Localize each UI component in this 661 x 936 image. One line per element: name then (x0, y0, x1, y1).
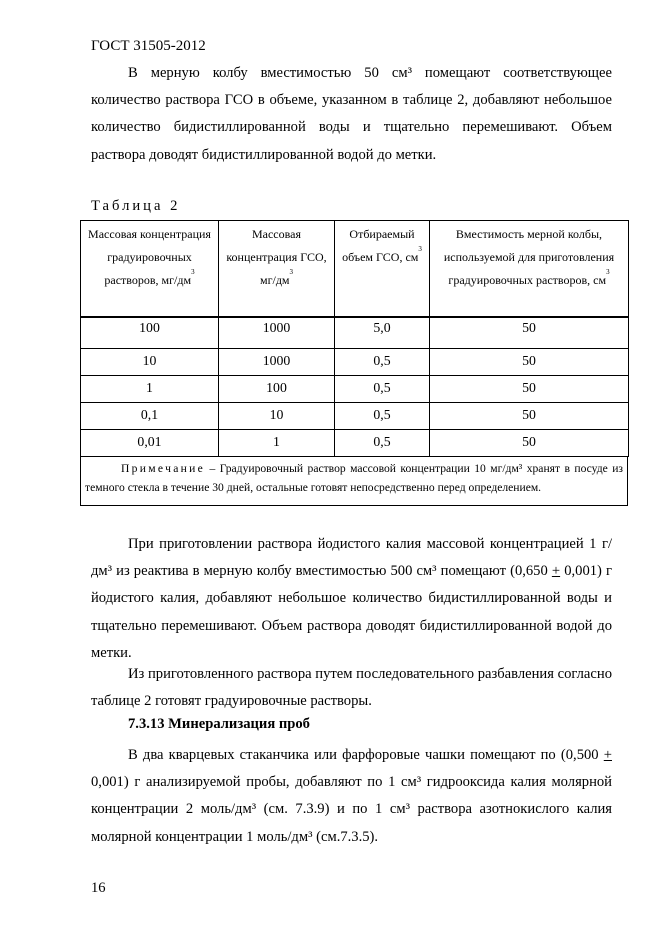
document-header: ГОСТ 31505-2012 (91, 38, 206, 54)
table-row (81, 430, 629, 457)
table-cell: 0,5 (335, 376, 430, 403)
table-label: Таблица 2 (91, 198, 181, 214)
table-header-row (81, 221, 629, 318)
paragraph-mineralization: В два кварцевых стаканчика или фарфоровые чашки помещают по (0,500 + 0,001) г анализируемой пробы, добавляют по 1 см³ гидрооксида калия молярной концентрации 2 моль/дм³ (см. 7.3.9) и по 1 см³ раствора азотнокислого калия молярной концентрации 1 моль/дм³ (см.7.3.5). (91, 747, 612, 845)
paragraph-intro: В мерную колбу вместимостью 50 см³ помещают соответствующее количество раствора ГСО в объеме, указанном в таблице 2, добавляют небольшое количество бидистиллированной воды и тщательно перемешивают. Объем раствора доводят бидистиллированной водой до метки. (91, 65, 612, 163)
concentration-table (80, 220, 629, 457)
page-number: 16 (91, 880, 106, 896)
paragraph-dilution: Из приготовленного раствора путем последовательного разбавления согласно таблице 2 готовят градуировочные растворы. (91, 666, 612, 710)
table-row (81, 349, 629, 376)
table-cell: 5,0 (335, 317, 430, 349)
paragraph-kali-iodide: При приготовлении раствора йодистого калия массовой концентрацией 1 г/дм³ из реактива в мерную колбу вместимостью 500 см³ помещают (0,650 + 0,001) г йодистого калия, добавляют небольшое количество бидистиллированной воды и тщательно перемешивают. Объем раствора доводят бидистиллированной водой до метки. (91, 536, 612, 661)
table-cell: 0,1 (81, 403, 219, 430)
table-cell: 50 (430, 349, 629, 376)
table-header-cell: Массовая концентрация градуировочных растворов, $мг/дм^3$ (81, 221, 219, 318)
table-cell: 0,5 (335, 349, 430, 376)
table-header-cell: Вместимость мерной колбы, используемой для приготовления градуировочных растворов, $см^3$ (430, 221, 629, 318)
table-cell: 100 (219, 376, 335, 403)
table-cell: 50 (430, 403, 629, 430)
table-cell: 0,01 (81, 430, 219, 457)
table-cell: 50 (430, 317, 629, 349)
table-cell: 0,5 (335, 403, 430, 430)
table-note (80, 457, 628, 506)
note-text: – Градуировочный раствор массовой концентрации 10 мг/дм³ хранят в посуде из темного стекла в течение 30 дней, остальные готовят непосредственно перед определением. (85, 462, 623, 494)
table-row (81, 317, 629, 349)
table-cell: 10 (219, 403, 335, 430)
table-cell: 100 (81, 317, 219, 349)
table-header-cell: Массовая концентрация ГСО, $мг/дм^3$ (219, 221, 335, 318)
section-title: 7.3.13 Минерализация проб (128, 716, 310, 732)
table-header-cell: Отбираемый объем ГСО, $см^3$ (335, 221, 430, 318)
table-cell: 50 (430, 376, 629, 403)
table-cell: 50 (430, 430, 629, 457)
table-row (81, 376, 629, 403)
note-label: Примечание (121, 462, 206, 475)
table-cell: 1 (81, 376, 219, 403)
table-cell: 0,5 (335, 430, 430, 457)
table-cell: 1000 (219, 349, 335, 376)
table-2 (80, 220, 628, 506)
table-row (81, 403, 629, 430)
table-cell: 1 (219, 430, 335, 457)
table-cell: 1000 (219, 317, 335, 349)
table-cell: 10 (81, 349, 219, 376)
